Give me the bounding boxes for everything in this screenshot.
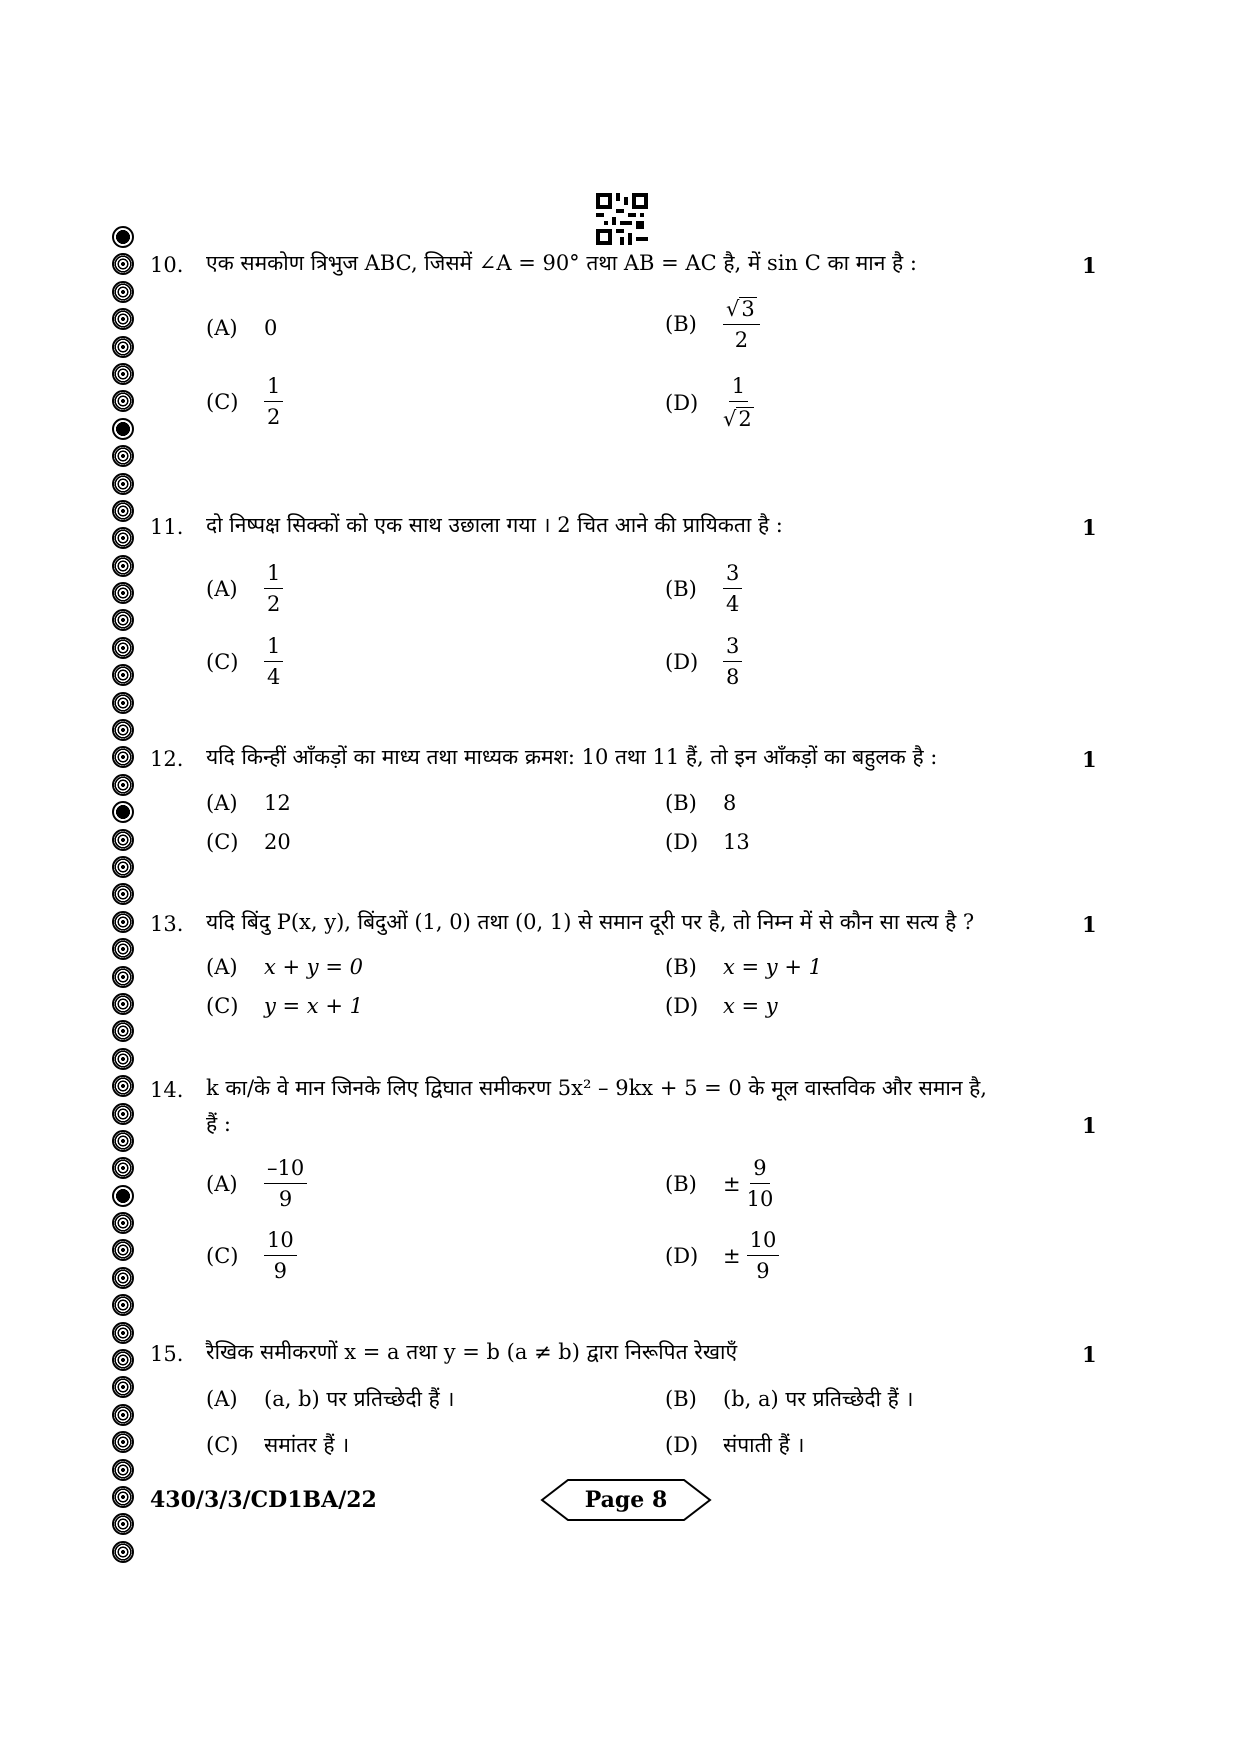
fraction: $\frac{3}{8}$: [723, 636, 742, 688]
question-marks: 1: [1082, 912, 1097, 937]
page-number: Page 8: [584, 1487, 668, 1513]
option-b: (B) ± $\frac{9}{10}$: [665, 1156, 774, 1211]
option-a: (A) 0: [206, 316, 278, 340]
fraction: √ 3 2: [723, 297, 760, 351]
question-marks: 1: [1082, 1342, 1097, 1367]
question-text: एक समकोण त्रिभुज ABC, जिसमें ∠A = 90° तथा AB = AC है, में sin C का मान है :: [206, 251, 917, 275]
fraction: $\frac{10}{9}$: [747, 1230, 780, 1282]
fraction: $\frac{3}{4}$: [723, 563, 742, 615]
question-text: रैखिक समीकरणों x = a तथा y = b (a ≠ b) द्वारा निरूपित रेखाएँ: [206, 1340, 738, 1364]
question-text-line-2: हैं :: [206, 1112, 231, 1136]
question-marks: 1: [1082, 515, 1097, 540]
qr-code: [596, 193, 648, 245]
option-c: (C) $\frac{1}{4}$: [206, 636, 283, 688]
page-number-tag: [540, 1478, 712, 1522]
option-a: (A) (a, b) पर प्रतिच्छेदी हैं ।: [206, 1387, 455, 1411]
option-a: (A) x + y = 0: [206, 955, 363, 979]
fraction: $\frac{1}{4}$: [264, 636, 283, 688]
fraction: $\frac{10}{9}$: [264, 1230, 297, 1282]
question-marks: 1: [1082, 1113, 1097, 1138]
option-c: (C) $\frac{1}{2}$: [206, 376, 283, 428]
option-b: (B) (b, a) पर प्रतिच्छेदी हैं ।: [665, 1387, 914, 1411]
option-a: (A) 12: [206, 791, 291, 815]
question-number: 10.: [150, 253, 184, 277]
option-b: (B) √ 3 2: [665, 297, 760, 351]
option-d: (D) x = y: [665, 994, 778, 1018]
question-marks: 1: [1082, 747, 1097, 772]
fraction: $\frac{9}{10}$: [746, 1156, 774, 1211]
question-text-line-1: k का/के वे मान जिनके लिए द्विघात समीकरण 5x² – 9kx + 5 = 0 के मूल वास्तविक और समान है,: [206, 1076, 987, 1100]
question-number: 12.: [150, 747, 184, 771]
option-c: (C) y = x + 1: [206, 994, 363, 1018]
fraction: 1 √ 2: [723, 374, 752, 431]
fraction: $\frac{1}{2}$: [264, 376, 283, 428]
question-text: दो निष्पक्ष सिक्कों को एक साथ उछाला गया । 2 चित आने की प्रायिकता है :: [206, 513, 783, 537]
option-c: (C) $\frac{10}{9}$: [206, 1230, 297, 1282]
question-number: 15.: [150, 1342, 184, 1366]
option-d: (D) 13: [665, 830, 750, 854]
question-text: यदि बिंदु P(x, y), बिंदुओं (1, 0) तथा (0, 1) से समान दूरी पर है, तो निम्न में से कौन सा सत्य है ?: [206, 910, 975, 934]
paper-code: 430/3/3/CD1BA/22: [150, 1487, 377, 1513]
fraction: $\frac{-10}{9}$: [264, 1158, 307, 1210]
fraction: $\frac{1}{2}$: [264, 563, 283, 615]
option-a: (A) $\frac{-10}{9}$: [206, 1158, 307, 1210]
option-b: (B) 8: [665, 791, 737, 815]
option-d: (D) $\frac{3}{8}$: [665, 636, 742, 688]
option-b: (B) x = y + 1: [665, 955, 822, 979]
option-d: (D) संपाती हैं ।: [665, 1433, 805, 1457]
margin-security-strip: [112, 226, 138, 1568]
option-a: (A) $\frac{1}{2}$: [206, 563, 283, 615]
option-d: (D) 1 √ 2: [665, 374, 752, 431]
option-d: (D) ± $\frac{10}{9}$: [665, 1230, 779, 1282]
question-text: यदि किन्हीं आँकड़ों का माध्य तथा माध्यक क्रमश: 10 तथा 11 हैं, तो इन आँकड़ों का बहुलक है :: [206, 745, 938, 769]
option-c: (C) समांतर हैं ।: [206, 1433, 350, 1457]
question-number: 11.: [150, 515, 184, 539]
option-b: (B) $\frac{3}{4}$: [665, 563, 742, 615]
question-number: 13.: [150, 912, 184, 936]
option-c: (C) 20: [206, 830, 291, 854]
question-number: 14.: [150, 1078, 184, 1102]
question-marks: 1: [1082, 253, 1097, 278]
